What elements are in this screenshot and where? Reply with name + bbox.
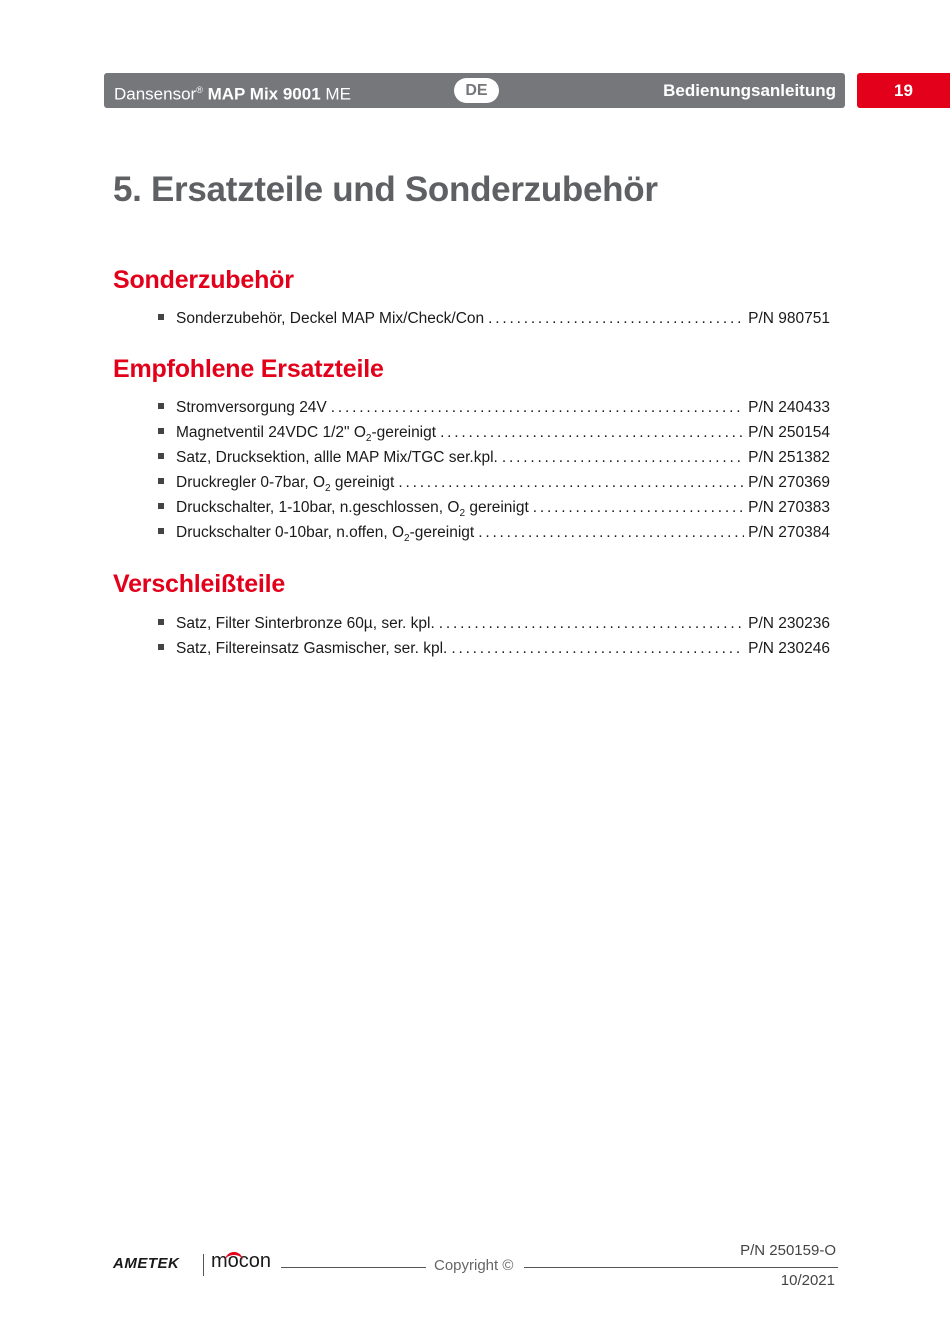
part-number: P/N 980751 <box>748 310 830 327</box>
dot-leader <box>533 499 744 517</box>
part-number: P/N 230246 <box>748 640 830 657</box>
dot-leader <box>440 424 744 442</box>
part-name: Magnetventil 24VDC 1/2" $O_2$-gereinigt <box>176 424 437 445</box>
bullet-icon <box>158 478 164 484</box>
dot-leader <box>331 399 744 417</box>
bullet-icon <box>158 403 164 409</box>
part-number: P/N 270369 <box>748 474 830 491</box>
dot-leader <box>451 640 744 658</box>
part-number: P/N 240433 <box>748 399 830 416</box>
list-item <box>158 424 830 449</box>
part-number: P/N 250154 <box>748 424 830 441</box>
page-number: 19 <box>857 73 950 108</box>
section-heading-ersatzteile: Empfohlene Ersatzteile <box>113 355 384 383</box>
part-name: Druckregler 0-7bar, $O_2$ gereinigt <box>176 474 395 495</box>
logo-separator <box>203 1254 204 1276</box>
language-badge: DE <box>454 78 499 103</box>
part-name: Druckschalter, 1-10bar, n.geschlossen, $O_2$ gereinigt <box>176 499 529 520</box>
copyright-text: Copyright © <box>434 1257 514 1274</box>
bullet-icon <box>158 644 164 650</box>
parts-list-ersatzteile <box>158 399 830 549</box>
footer-divider-left <box>281 1267 426 1268</box>
part-name: Satz, Drucksektion, allle MAP Mix/TGC ser.kpl. <box>176 449 498 466</box>
bullet-icon <box>158 619 164 625</box>
list-item <box>158 399 830 424</box>
parts-list-verschleissteile <box>158 615 830 665</box>
part-number: P/N 270383 <box>748 499 830 516</box>
bullet-icon <box>158 453 164 459</box>
part-name: Satz, Filtereinsatz Gasmischer, ser. kpl. <box>176 640 448 657</box>
part-name: Sonderzubehör, Deckel MAP Mix/Check/Con <box>176 310 485 327</box>
part-name: Satz, Filter Sinterbronze 60µ, ser. kpl. <box>176 615 435 632</box>
document-date: 10/2021 <box>780 1272 835 1289</box>
list-item <box>158 449 830 474</box>
dot-leader <box>398 474 744 492</box>
part-name: Stromversorgung 24V <box>176 399 327 416</box>
part-number: P/N 270384 <box>748 524 830 541</box>
page-title: 5. Ersatzteile und Sonderzubehör <box>113 170 658 209</box>
model-variant: ME <box>325 84 351 104</box>
list-item <box>158 499 830 524</box>
list-item <box>158 615 830 640</box>
document-part-number: P/N 250159-O <box>740 1242 836 1259</box>
brand-name: Dansensor <box>114 84 197 104</box>
dot-leader <box>478 524 744 542</box>
part-name: Druckschalter 0-10bar, n.offen, $O_2$-gereinigt <box>176 524 475 545</box>
model-name: MAP Mix 9001 <box>207 84 321 104</box>
dot-leader <box>488 310 744 328</box>
bullet-icon <box>158 528 164 534</box>
list-item <box>158 474 830 499</box>
bullet-icon <box>158 503 164 509</box>
bullet-icon <box>158 314 164 320</box>
mocon-logo: mocon <box>211 1250 272 1272</box>
footer-divider-right <box>524 1267 838 1268</box>
registered-mark: ® <box>196 85 203 95</box>
list-item <box>158 310 830 335</box>
part-number: P/N 230236 <box>748 615 830 632</box>
dot-leader <box>502 449 744 467</box>
ametek-logo: AMETEK <box>113 1255 180 1272</box>
manual-title: Bedienungsanleitung <box>663 81 836 100</box>
list-item <box>158 640 830 665</box>
part-number: P/N 251382 <box>748 449 830 466</box>
product-name <box>114 73 351 108</box>
header-bar <box>104 73 845 108</box>
list-item <box>158 524 830 549</box>
section-heading-sonderzubehoer: Sonderzubehör <box>113 266 294 294</box>
section-heading-verschleissteile: Verschleißteile <box>113 570 286 598</box>
dot-leader <box>439 615 744 633</box>
bullet-icon <box>158 428 164 434</box>
parts-list-sonderzubehoer <box>158 310 830 335</box>
